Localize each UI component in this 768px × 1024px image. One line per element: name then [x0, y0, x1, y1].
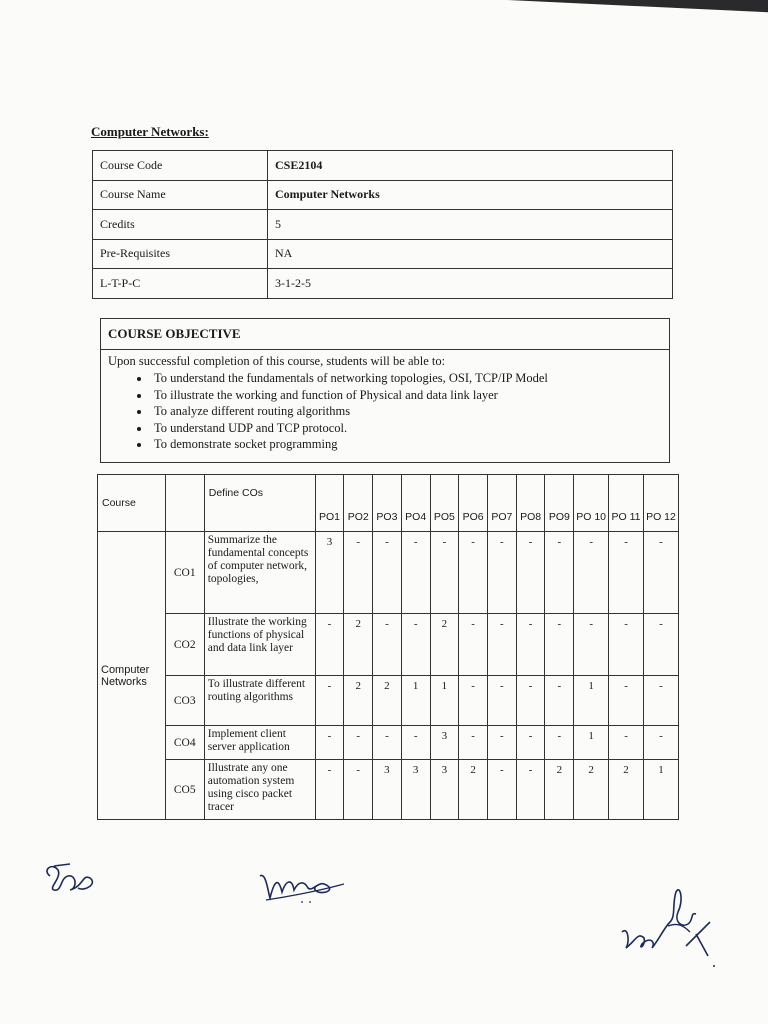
- po-value: -: [545, 614, 574, 676]
- po-value: 1: [574, 726, 609, 760]
- objective-intro: Upon successful completion of this course, students will be able to:: [108, 354, 446, 368]
- signature-1: [40, 858, 100, 898]
- po-value: -: [643, 532, 678, 614]
- co-po-mapping-table: [97, 474, 679, 820]
- table-row: [98, 676, 679, 726]
- po-value: -: [401, 726, 430, 760]
- po-value: -: [516, 532, 545, 614]
- co-description: Illustrate the working functions of physical and data link layer: [204, 614, 315, 676]
- header-po: PO8: [516, 475, 545, 532]
- course-objective-box: [100, 318, 670, 463]
- po-value: -: [459, 614, 488, 676]
- info-value: CSE2104: [268, 151, 673, 181]
- po-value: -: [516, 760, 545, 820]
- po-value: -: [401, 532, 430, 614]
- po-value: -: [643, 676, 678, 726]
- po-value: 2: [430, 614, 459, 676]
- po-value: -: [459, 676, 488, 726]
- po-value: -: [609, 614, 644, 676]
- table-row: [98, 614, 679, 676]
- list-item: • To illustrate the working and function of Physical and data link layer: [151, 387, 669, 404]
- header-po: PO 10: [574, 475, 609, 532]
- po-value: -: [545, 726, 574, 760]
- po-value: 3: [430, 726, 459, 760]
- info-label: Course Name: [93, 180, 268, 210]
- header-po: PO2: [344, 475, 373, 532]
- po-value: -: [516, 614, 545, 676]
- table-row: [93, 239, 673, 269]
- po-value: -: [643, 726, 678, 760]
- header-po: PO3: [373, 475, 402, 532]
- table-row: [93, 210, 673, 240]
- info-value: NA: [268, 239, 673, 269]
- po-value: 1: [574, 676, 609, 726]
- po-value: 3: [401, 760, 430, 820]
- po-value: -: [488, 726, 517, 760]
- po-value: 2: [344, 614, 373, 676]
- table-row: [98, 532, 679, 614]
- table-row: [98, 760, 679, 820]
- po-value: 3: [315, 532, 344, 614]
- po-value: -: [516, 726, 545, 760]
- co-code: CO4: [165, 726, 204, 760]
- po-value: -: [344, 726, 373, 760]
- list-item: • To understand the fundamentals of networking topologies, OSI, TCP/IP Model: [151, 370, 669, 387]
- po-value: -: [344, 532, 373, 614]
- co-code: CO3: [165, 676, 204, 726]
- course-name-cell: Computer Networks: [98, 532, 166, 820]
- header-po: PO5: [430, 475, 459, 532]
- po-value: 1: [643, 760, 678, 820]
- po-value: -: [643, 614, 678, 676]
- po-value: -: [430, 532, 459, 614]
- objective-title: COURSE OBJECTIVE: [101, 319, 669, 350]
- po-value: 2: [574, 760, 609, 820]
- po-value: -: [574, 532, 609, 614]
- po-value: -: [315, 760, 344, 820]
- header-define-cos: Define COs: [204, 475, 315, 532]
- po-value: 3: [373, 760, 402, 820]
- po-value: -: [373, 614, 402, 676]
- po-value: -: [315, 676, 344, 726]
- co-description: To illustrate different routing algorithms: [204, 676, 315, 726]
- po-value: -: [545, 676, 574, 726]
- list-item: • To understand UDP and TCP protocol.: [151, 420, 669, 437]
- header-course: Course: [98, 475, 166, 532]
- info-value: 5: [268, 210, 673, 240]
- table-header-row: [98, 475, 679, 532]
- header-po: PO 12: [643, 475, 678, 532]
- po-value: 1: [401, 676, 430, 726]
- po-value: 3: [430, 760, 459, 820]
- list-item: • To demonstrate socket programming: [151, 436, 669, 453]
- po-value: -: [488, 760, 517, 820]
- course-info-table: [92, 150, 673, 299]
- info-label: Pre-Requisites: [93, 239, 268, 269]
- page-title: Computer Networks:: [91, 124, 209, 139]
- co-code: CO5: [165, 760, 204, 820]
- info-label: Credits: [93, 210, 268, 240]
- signature-2: [252, 862, 352, 908]
- info-label: L-T-P-C: [93, 269, 268, 299]
- header-po: PO4: [401, 475, 430, 532]
- po-value: -: [373, 532, 402, 614]
- po-value: -: [373, 726, 402, 760]
- header-po: PO 11: [609, 475, 644, 532]
- po-value: 2: [373, 676, 402, 726]
- po-value: -: [574, 614, 609, 676]
- po-value: -: [516, 676, 545, 726]
- table-row: [93, 269, 673, 299]
- po-value: -: [488, 532, 517, 614]
- info-label: Course Code: [93, 151, 268, 181]
- po-value: -: [609, 726, 644, 760]
- po-value: 2: [609, 760, 644, 820]
- header-po: PO6: [459, 475, 488, 532]
- info-value: 3-1-2-5: [268, 269, 673, 299]
- po-value: 2: [344, 676, 373, 726]
- po-value: -: [459, 532, 488, 614]
- table-row: [98, 726, 679, 760]
- signature-3: [612, 882, 722, 974]
- po-value: -: [344, 760, 373, 820]
- po-value: 2: [459, 760, 488, 820]
- co-description: Implement client server application: [204, 726, 315, 760]
- list-item: • To analyze different routing algorithms: [151, 403, 669, 420]
- co-description: Summarize the fundamental concepts of computer network, topologies,: [204, 532, 315, 614]
- po-value: 1: [430, 676, 459, 726]
- table-row: [93, 180, 673, 210]
- co-code: CO1: [165, 532, 204, 614]
- co-code: CO2: [165, 614, 204, 676]
- po-value: -: [315, 726, 344, 760]
- po-value: -: [609, 532, 644, 614]
- header-po: PO1: [315, 475, 344, 532]
- po-value: -: [545, 532, 574, 614]
- po-value: -: [488, 614, 517, 676]
- header-blank: [165, 475, 204, 532]
- header-po: PO7: [488, 475, 517, 532]
- info-value: Computer Networks: [268, 180, 673, 210]
- po-value: -: [488, 676, 517, 726]
- objective-list: [101, 370, 669, 453]
- po-value: -: [401, 614, 430, 676]
- header-po: PO9: [545, 475, 574, 532]
- po-value: -: [315, 614, 344, 676]
- po-value: -: [459, 726, 488, 760]
- table-row: [93, 151, 673, 181]
- po-value: -: [609, 676, 644, 726]
- po-value: 2: [545, 760, 574, 820]
- co-description: Illustrate any one automation system using cisco packet tracer: [204, 760, 315, 820]
